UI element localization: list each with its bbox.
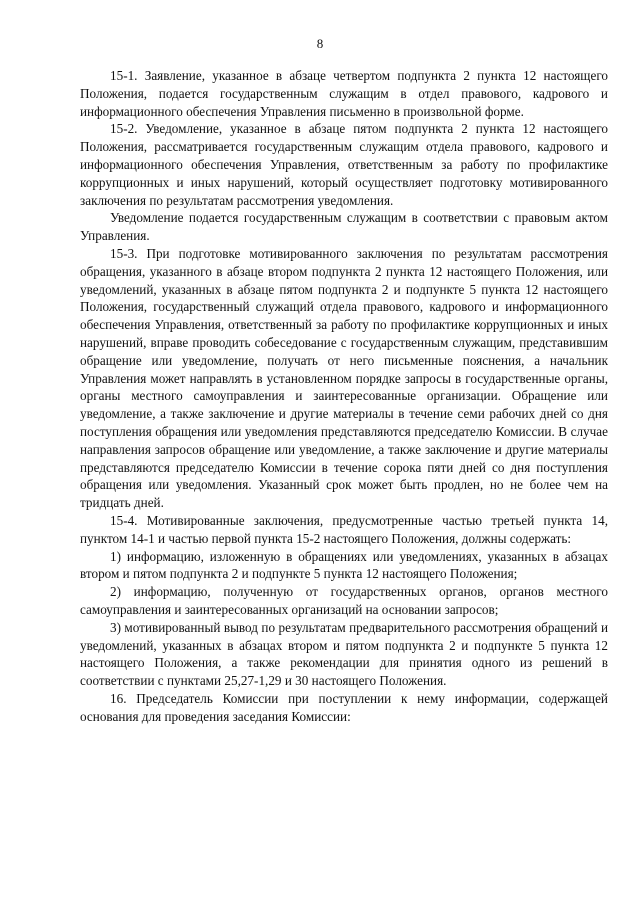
paragraph-15-1: 15-1. Заявление, указанное в абзаце четвертом подпункта 2 пункта 12 настоящего Положения, подается государственным служащим в отдел правового, кадрового и информационного обеспечения Управления письменно в произвольной форме. <box>80 68 608 119</box>
paragraph-15-3: 15-3. При подготовке мотивированного заключения по результатам рассмотрения обращения, указанного в абзаце втором подпункта 2 пункта 12 настоящего Положения, или уведомлений, указанных в абзаце пятом подпункта 2 и подпункте 5 пункта 12 настоящего Положения, государственный служащий отдела правового, кадрового и информационного обеспечения Управления, ответственный за работу по профилактике коррупционных и иных нарушений, вправе проводить собеседование с государственным служащим, представившим обращение или уведомление, получать от него письменные пояснения, а начальник Управления может направлять в установленном порядке запросы в государственные органы, органы местного самоуправления и заинтересованные организации. Обращение или уведомление, а также заключение и другие материалы в течение семи рабочих дней со дня поступления обращения или уведомления представляются председателю Комиссии. В случае направления запросов обращение или уведомление, а также заключение и другие материалы представляются председателю Комиссии в течение сорока пяти дней со дня поступления обращения или уведомления. Указанный срок может быть продлен, но не более чем на тридцать дней. <box>80 245 608 511</box>
document-body <box>80 67 608 725</box>
page-number: 8 <box>316 36 324 51</box>
paragraph-15-4: 15-4. Мотивированные заключения, предусмотренные частью третьей пункта 14, пунктом 14-1 и частью первой пункта 15-2 настоящего Положения, должны содержать: <box>80 512 608 546</box>
paragraph-15-2: 15-2. Уведомление, указанное в абзаце пятом подпункта 2 пункта 12 настоящего Положения, рассматривается государственным служащим отдела правового, кадрового и информационного обеспечения Управления, ответственным за работу по профилактике коррупционных и иных нарушений, который осуществляет подготовку мотивированного заключения по результатам рассмотрения уведомления. <box>80 121 608 208</box>
list-item-1: 1) информацию, изложенную в обращениях или уведомлениях, указанных в абзацах втором и пятом подпункта 2 и подпункте 5 пункта 12 настоящего Положения; <box>80 548 608 582</box>
paragraph-15-2-notice: Уведомление подается государственным служащим в соответствии с правовым актом Управления. <box>80 210 608 244</box>
list-item-2: 2) информацию, полученную от государственных органов, органов местного самоуправления и заинтересованных организаций на основании запросов; <box>80 584 608 617</box>
list-item-3: 3) мотивированный вывод по результатам предварительного рассмотрения обращений и уведомлений, указанных в абзацах втором и пятом подпункта 2 и подпункте 5 пункта 12 настоящего Положения, а также рекомендации для принятия одного из решений в соответствии с пунктами 25,27-1,29 и 30 настоящего Положения. <box>80 619 608 689</box>
paragraph-16: 16. Председатель Комиссии при поступлении к нему информации, содержащей основания для проведения заседания Комиссии: <box>80 690 608 724</box>
